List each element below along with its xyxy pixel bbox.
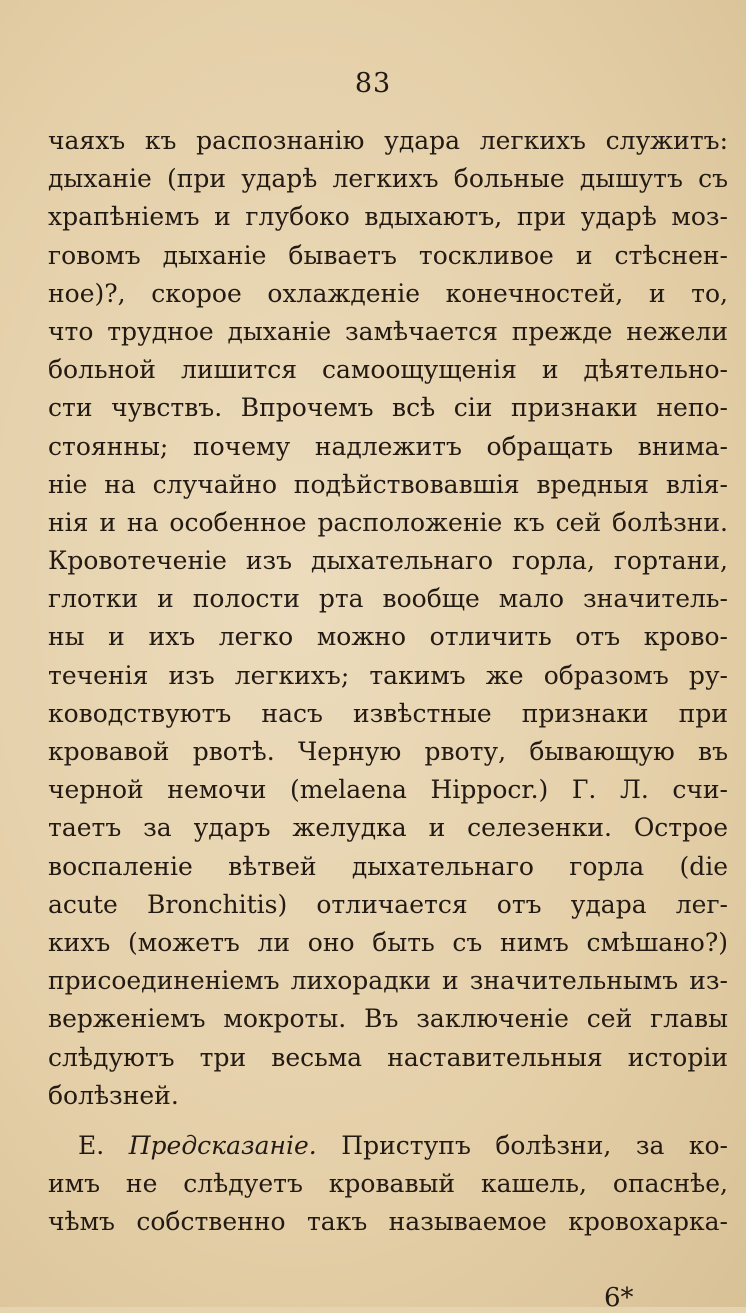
section-e-first-line-rest: Приступъ болѣзни, за ко- xyxy=(341,1130,728,1160)
text-line: воспаленіе вѣтвей дыхательнаго горла (die xyxy=(48,851,728,881)
section-gap xyxy=(48,1115,728,1127)
text-line: ное)?, скорое охлажденіе конечностей, и то, xyxy=(48,278,728,308)
text-line: acute Bronchitis) отличается отъ удара лег- xyxy=(48,889,728,919)
text-line: кихъ (можетъ ли оно быть съ нимъ смѣшано?) xyxy=(48,927,728,957)
text-line: ніе на случайно подѣйствовавшія вредныя влія- xyxy=(48,469,728,499)
text-line: чѣмъ собственно такъ называемое кровохарка- xyxy=(48,1207,728,1237)
text-line: слѣдуютъ три весьма наставительныя исторіи xyxy=(48,1042,728,1072)
text-line: болѣзней. xyxy=(48,1080,179,1110)
section-e-label: Е. xyxy=(78,1130,105,1160)
text-line: присоединеніемъ лихорадки и значительнымъ из- xyxy=(48,966,728,996)
main-text-block xyxy=(48,122,728,1241)
text-line: ководствуютъ насъ извѣстные признаки при xyxy=(48,698,728,728)
text-line: больной лишится самоощущенія и дѣятельно- xyxy=(48,355,728,385)
section-e-first-line xyxy=(48,1127,728,1165)
text-line: ны и ихъ легко можно отличить отъ крово- xyxy=(48,622,728,652)
text-line: таетъ за ударъ желудка и селезенки. Острое xyxy=(48,813,728,843)
page-number: 83 xyxy=(354,68,392,99)
text-line: чаяхъ къ распознанію удара легкихъ служитъ: xyxy=(48,126,728,155)
text-line: стоянны; почему надлежитъ обращать внима- xyxy=(48,431,728,461)
text-line: кровавой рвотѣ. Черную рвоту, бывающую въ xyxy=(48,737,728,766)
text-line: верженіемъ мокроты. Въ заключеніе сей главы xyxy=(48,1004,728,1034)
text-line: нія и на особенное расположеніе къ сей болѣзни. xyxy=(48,507,728,537)
text-line: Кровотеченіе изъ дыхательнаго горла, гортани, xyxy=(48,546,728,576)
text-line: сти чувствъ. Впрочемъ всѣ сіи признаки непо- xyxy=(48,393,728,423)
text-line: что трудное дыханіе замѣчается прежде нежели xyxy=(48,316,728,346)
text-line: имъ не слѣдуетъ кровавый кашель, опаснѣе, xyxy=(48,1169,728,1199)
section-e-title: Предсказаніе. xyxy=(128,1130,317,1160)
text-line: храпѣніемъ и глубоко вдыхаютъ, при ударѣ моз- xyxy=(48,202,728,232)
text-line: черной немочи (melaena Hippocr.) Г. Л. счи- xyxy=(48,775,728,805)
text-line: говомъ дыханіе бываетъ тоскливое и стѣснен- xyxy=(48,240,728,270)
signature-mark: 6* xyxy=(604,1283,634,1313)
text-line: дыханіе (при ударѣ легкихъ больные дышутъ съ xyxy=(48,164,728,194)
text-line: теченія изъ легкихъ; такимъ же образомъ ру- xyxy=(48,660,728,690)
text-line: глотки и полости рта вообще мало значитель- xyxy=(48,584,728,614)
